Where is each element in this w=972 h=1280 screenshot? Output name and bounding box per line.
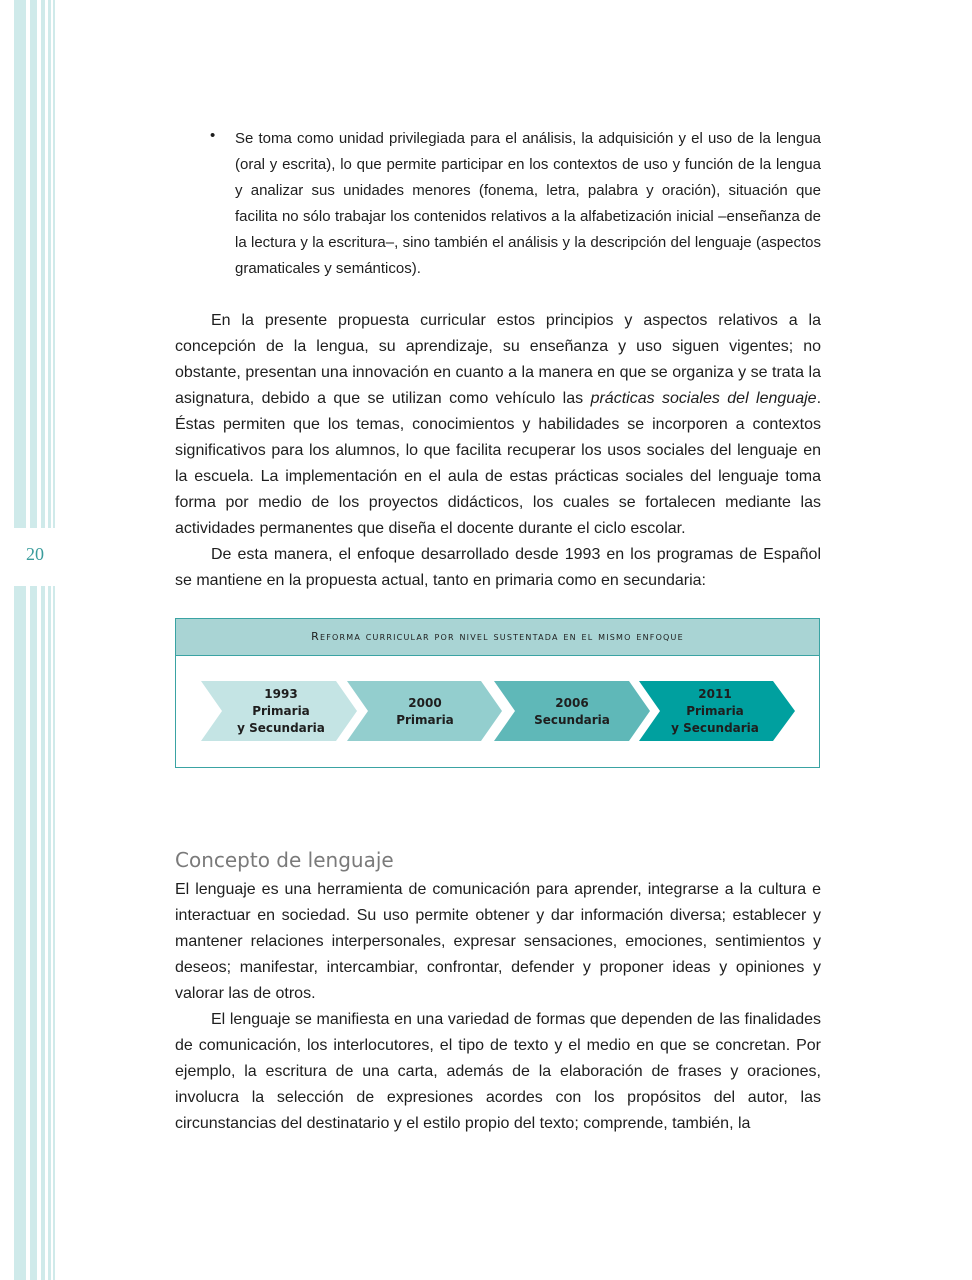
paragraph-proposal-emphasis: prácticas sociales del lenguaje (590, 390, 817, 407)
paragraph-language-forms: El lenguaje se manifiesta en una variedad de formas que dependen de las finalidades de comunicación, los interlocutores, el tipo de texto y el medio en que se concretan. Por ejemplo, la escritura de una carta, además de la elaboración de frases y oraciones, involucra la selección de expresiones acordes con los propósitos del autor, las circunstancias del destinatario y el estilo propio del texto; comprende, también, la (175, 1011, 821, 1132)
section-heading: Concepto de lenguaje (175, 848, 394, 872)
bullet-list-item (210, 126, 821, 282)
paragraph-proposal-text-1: En la presente propuesta curricular estos principios y aspectos relativos a la concepción de la lengua, su aprendizaje, su enseñanza y uso siguen vigentes; no obstante, presentan una innovación en cuanto a la manera en que se organiza y se trata la asignatura, debido a que se utilizan como vehículo las (175, 312, 821, 407)
timeline-step-2006: 2006 Secundaria (534, 696, 610, 727)
reform-timeline-diagram (175, 618, 820, 768)
page-number: 20 (14, 544, 56, 584)
paragraph-proposal-text-2: . Éstas permiten que los temas, conocimientos y habilidades se incorporen a contextos significativos para los alumnos, lo que facilita recuperar los usos sociales del lenguaje en la escuela. La implementación en el aula de estas prácticas sociales del lenguaje toma forma por medio de los proyectos didácticos, los cuales se fortalecen mediante las actividades permanentes que diseña el docente durante el ciclo escolar. (175, 390, 822, 537)
body-text (175, 308, 821, 594)
section-body (175, 877, 821, 1137)
timeline-step-2000: 2000 Primaria (396, 696, 454, 727)
timeline-step-1993: 1993 Primaria y Secundaria (237, 687, 325, 735)
diagram-title: Reforma curricular por nivel sustentada en el mismo enfoque (176, 619, 819, 656)
paragraph-language-concept: El lenguaje es una herramienta de comunicación para aprender, integrarse a la cultura e interactuar en sociedad. Su uso permite obtener y dar información diversa; establecer y mantener relaciones interpersonales, expresar sensaciones, emociones, sentimientos y deseos; manifestar, intercambiar, confrontar, defender y proponer ideas y opiniones y valorar las de otros. (175, 881, 821, 1002)
bullet-text: Se toma como unidad privilegiada para el análisis, la adquisición y el uso de la lengua (oral y escrita), lo que permite participar en los contextos de uso y función de la lengua y analizar sus unidades menores (fonema, letra, palabra y oración), situación que facilita no sólo trabajar los contenidos relativos a la alfabetización inicial –enseñanza de la lectura y la escritura–, sino también el análisis y la descripción del lenguaje (aspectos gramaticales y semánticos). (235, 130, 821, 277)
paragraph-proposal (175, 308, 821, 542)
timeline-arrows (176, 655, 821, 769)
timeline-step-2011: 2011 Primaria y Secundaria (671, 687, 759, 735)
paragraph-approach: De esta manera, el enfoque desarrollado desde 1993 en los programas de Español se mantiene en la propuesta actual, tanto en primaria como en secundaria: (175, 546, 821, 589)
bullet-dot-icon: • (210, 127, 216, 144)
